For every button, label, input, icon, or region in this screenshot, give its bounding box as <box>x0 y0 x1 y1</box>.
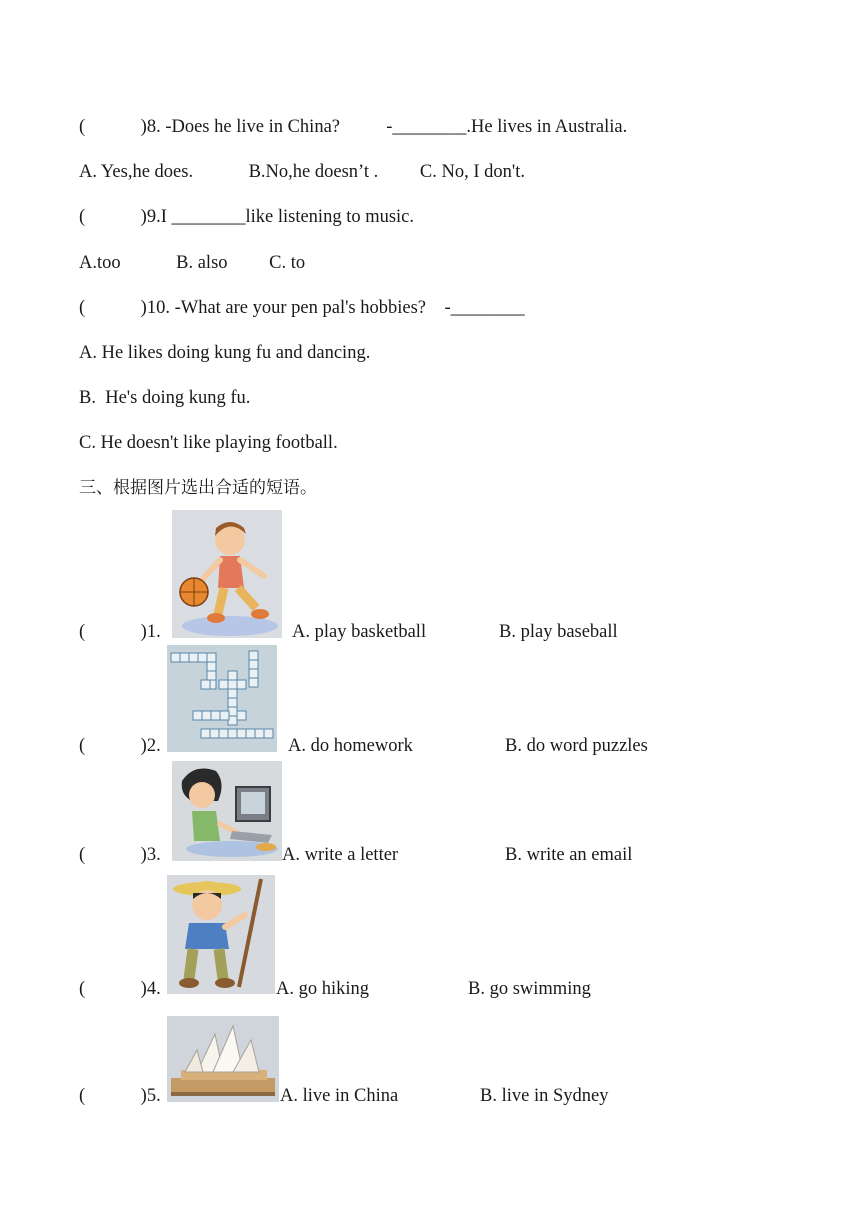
item-2-option-b: B. do word puzzles <box>505 736 648 756</box>
item-1-option-a: A. play basketball <box>292 622 427 642</box>
section-3-heading: 三、根据图片选出合适的短语。 <box>79 478 317 498</box>
item-2-prefix: ( )2. <box>79 736 161 756</box>
question-10-option-c: C. He doesn't like playing football. <box>79 433 338 453</box>
item-1-option-b: B. play baseball <box>499 622 618 642</box>
crossword-puzzle-picture <box>167 645 277 752</box>
item-1-prefix: ( )1. <box>79 622 161 642</box>
item-3-option-a: A. write a letter <box>282 845 399 865</box>
item-5-prefix: ( )5. <box>79 1086 161 1106</box>
question-10: ( )10. -What are your pen pal's hobbies? -________ <box>79 298 525 318</box>
item-5-option-a: A. live in China <box>280 1086 399 1106</box>
item-3-option-b: B. write an email <box>505 845 633 865</box>
hiker-picture <box>167 875 275 994</box>
question-8: ( )8. -Does he live in China? -________.He lives in Australia. <box>79 117 628 137</box>
item-5-option-b: B. live in Sydney <box>480 1086 609 1106</box>
question-9-options: A.too B. also C. to <box>79 253 306 273</box>
item-4-option-a: A. go hiking <box>276 979 370 999</box>
basketball-player-picture <box>172 510 282 638</box>
question-8-options: A. Yes,he does. B.No,he doesn’t . C. No, I don't. <box>79 162 525 182</box>
item-4-prefix: ( )4. <box>79 979 161 999</box>
item-3-prefix: ( )3. <box>79 845 161 865</box>
item-2-option-a: A. do homework <box>288 736 413 756</box>
girl-at-computer-picture <box>172 761 282 861</box>
question-10-option-a: A. He likes doing kung fu and dancing. <box>79 343 371 363</box>
item-4-option-b: B. go swimming <box>468 979 591 999</box>
sydney-opera-house-picture <box>167 1016 279 1102</box>
question-9: ( )9.I ________like listening to music. <box>79 207 415 227</box>
question-10-option-b: B. He's doing kung fu. <box>79 388 251 408</box>
